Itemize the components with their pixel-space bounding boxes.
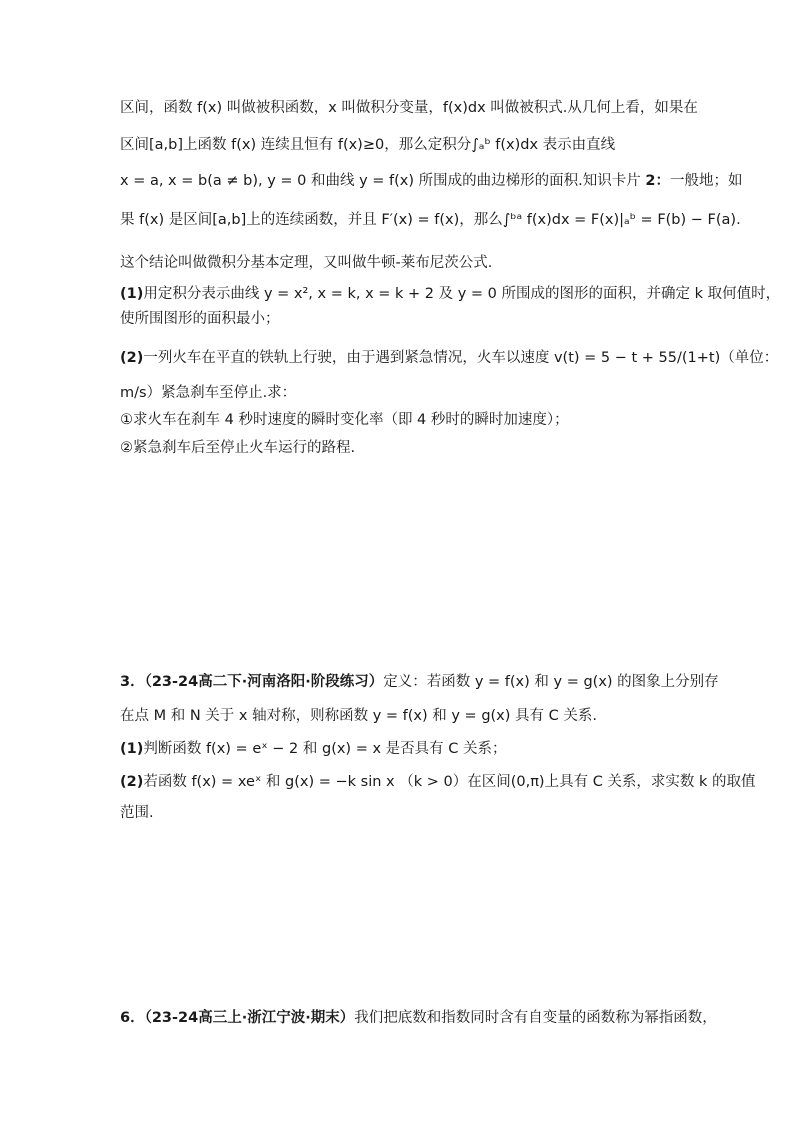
text-span: 判断函数 f(x) = eˣ − 2 和 g(x) = x 是否具有 C 关系； [143,741,507,757]
problem-source: （23-24高二下·河南洛阳·阶段练习） [144,674,384,690]
text-line [120,171,743,191]
text-span: 一般地；如 [669,173,743,189]
part-label: (1) [120,741,144,757]
text-line: 果 f(x) 是区间[a,b]上的连续函数，并且 F′(x) = f(x)，那么∫ᵇᵃ f(x)dx = F(x)|ₐᵇ = F(b) − F(a). [120,212,741,228]
problem-source: （23-24高三上·浙江宁波·期末） [144,1010,355,1026]
problem-3-header [120,672,719,692]
text-span: 我们把底数和指数同时含有自变量的函数称为幂指函数， [354,1010,717,1026]
text-line: ①求火车在刹车 4 秒时速度的瞬时变化率（即 4 秒时的瞬时加速度）； [120,412,569,428]
text-line: 这个结论叫做微积分基本定理，又叫做牛顿-莱布尼茨公式. [120,255,493,271]
text-line: 范围. [120,805,154,821]
text-line [120,772,756,792]
part-label: (2) [120,774,144,790]
text-span: 用定积分表示曲线 y = x², x = k, x = k + 2 及 y = 0 所围成的图形的面积，并确定 k 取何值时， [143,286,781,302]
part-label: (2) [120,350,144,366]
text-line: ②紧急刹车后至停止火车运行的路程. [120,440,356,456]
text-span: x = a, x = b(a ≠ b), y = 0 和曲线 y = f(x) 所围成的曲边梯形的面积.知识卡片 [120,173,646,189]
text-line: 区间[a,b]上函数 f(x) 连续且恒有 f(x)≥0，那么定积分∫ₐᵇ f(x)dx 表示由直线 [120,137,616,153]
text-line [120,284,781,304]
text-span: 一列火车在平直的铁轨上行驶，由于遇到紧急情况，火车以速度 v(t) = 5 − t + 55/(1+t)（单位： [143,350,779,366]
text-span: 定义：若函数 y = f(x) 和 y = g(x) 的图象上分别存 [383,674,719,690]
problem-6-header [120,1008,717,1028]
text-line [120,739,680,759]
card-number: 2： [645,173,670,189]
text-line [120,348,779,368]
text-line: 在点 M 和 N 关于 x 轴对称，则称函数 y = f(x) 和 y = g(x) 具有 C 关系. [120,708,597,724]
problem-number: 3． [120,674,145,690]
text-span: 若函数 f(x) = xeˣ 和 g(x) = −k sin x （k > 0）在区间(0,π)上具有 C 关系，求实数 k 的取值 [143,774,756,790]
text-line: m/s）紧急刹车至停止.求： [120,385,297,401]
problem-number: 6． [120,1010,145,1026]
part-label: (1) [120,286,144,302]
text-line: 区间，函数 f(x) 叫做被积函数，x 叫做积分变量，f(x)dx 叫做被积式.从几何上看，如果在 [120,100,698,116]
text-line: 使所围图形的面积最小； [120,311,280,327]
